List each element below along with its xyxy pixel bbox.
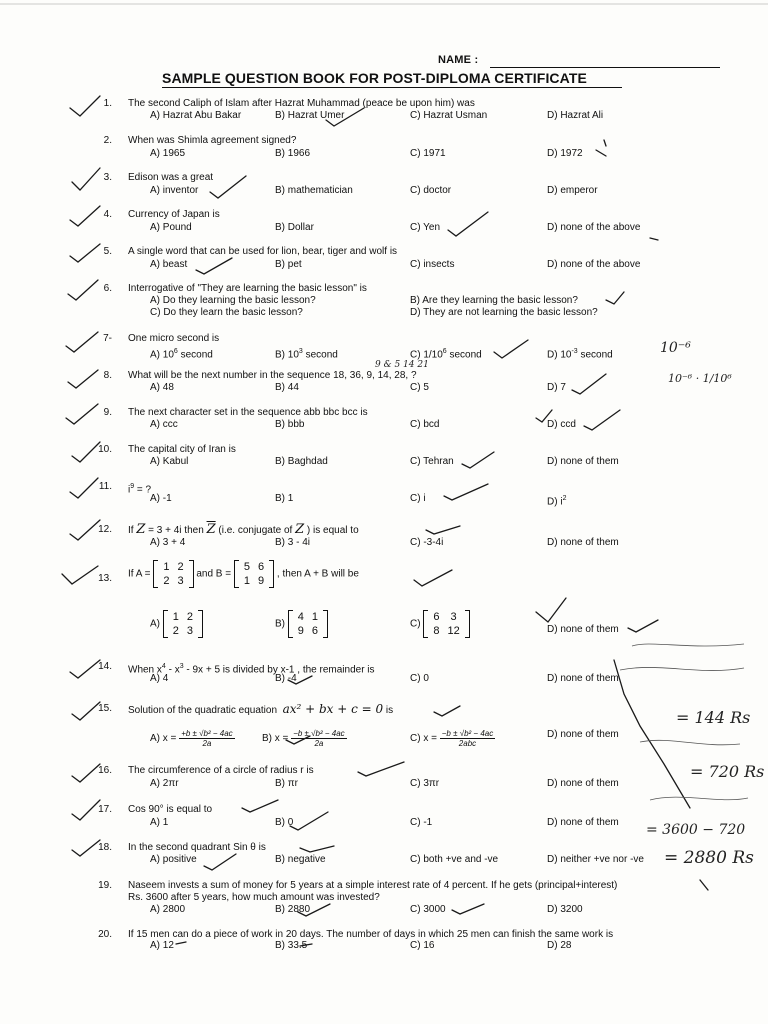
question-text: Edison was a great bbox=[128, 172, 214, 183]
calc-stroke bbox=[700, 880, 708, 890]
option-a[interactable]: A) -1 bbox=[150, 493, 172, 504]
option-c[interactable]: C) -3-4i bbox=[410, 537, 444, 548]
handwritten-micro-note: 10⁻⁶ bbox=[660, 340, 691, 356]
option-c[interactable]: C) -1 bbox=[410, 817, 433, 828]
answer-tick-13c bbox=[628, 620, 658, 632]
option-c[interactable]: C) 16 bbox=[410, 940, 435, 951]
option-b[interactable]: B) 4 1 9 6 bbox=[275, 610, 328, 638]
handwritten-calc-1: = 144 Rs bbox=[676, 708, 751, 727]
option-d[interactable]: D) none of them bbox=[547, 729, 619, 740]
question-text: If A = 1 2 2 3 and B = 5 6 1 9 , then A + B will be bbox=[128, 561, 359, 587]
option-d[interactable]: D) none of them bbox=[547, 673, 619, 684]
option-a[interactable]: A) inventor bbox=[150, 185, 199, 196]
option-b[interactable]: B) Are they learning the basic lesson? bbox=[410, 295, 578, 306]
option-a[interactable]: A) 3 + 4 bbox=[150, 537, 186, 548]
question-number: 7- bbox=[103, 333, 112, 344]
question-text: When was Shimla agreement signed? bbox=[128, 135, 297, 146]
option-b[interactable]: B) 44 bbox=[275, 382, 299, 393]
scribble-2 bbox=[650, 238, 658, 240]
option-a[interactable]: A) 1 bbox=[150, 817, 169, 828]
calc-margin-line bbox=[614, 660, 690, 808]
option-c[interactable]: C) $1/10^6$ second bbox=[410, 348, 482, 361]
option-b[interactable]: B) 0 bbox=[275, 817, 294, 828]
question-text: If Z = 3 + 4i then $\overline{Z}$ (i.e. conjugate of Z ) is equal to bbox=[128, 522, 359, 537]
option-c[interactable]: C) Yen bbox=[410, 222, 441, 233]
handwritten-micro-note-2: 10⁻⁶ · 1/10⁶ bbox=[668, 372, 732, 385]
question-text: The circumference of a circle of radius r is bbox=[128, 765, 314, 776]
question-number: 15. bbox=[98, 703, 112, 714]
question-number: 6. bbox=[103, 283, 112, 294]
option-b[interactable]: B) 3 - 4i bbox=[275, 537, 311, 548]
matrix-b: 5 6 1 9 bbox=[234, 560, 274, 588]
question-text: Interrogative of "They are learning the basic lesson" is bbox=[128, 283, 367, 294]
option-a[interactable]: A) 1965 bbox=[150, 148, 186, 159]
question-number: 8. bbox=[103, 370, 112, 381]
option-a[interactable]: A) 4 bbox=[150, 673, 169, 684]
option-c[interactable]: C) i bbox=[410, 493, 426, 504]
question-text: Currency of Japan is bbox=[128, 209, 220, 220]
option-b[interactable]: B) 1966 bbox=[275, 148, 311, 159]
option-b[interactable]: B) Baghdad bbox=[275, 456, 328, 467]
option-b[interactable]: B) pet bbox=[275, 259, 302, 270]
answer-tick-19b bbox=[452, 904, 484, 914]
question-number: 9. bbox=[103, 407, 112, 418]
answer-tick-13b bbox=[536, 598, 566, 622]
option-a[interactable]: A) $10^6$ second bbox=[150, 348, 213, 361]
question-text: If 15 men can do a piece of work in 20 days. The number of days in which 25 men can finish the same work is bbox=[128, 929, 614, 940]
option-b[interactable]: B) Dollar bbox=[275, 222, 314, 233]
name-label: NAME : bbox=[438, 54, 479, 66]
question-number: 19. bbox=[98, 880, 112, 891]
option-a[interactable]: A) 48 bbox=[150, 382, 174, 393]
option-b[interactable]: B) $10^3$ second bbox=[275, 348, 338, 361]
question-text: The capital city of Iran is bbox=[128, 444, 236, 455]
option-d[interactable]: D) 28 bbox=[547, 940, 572, 951]
option-a[interactable]: A) 2800 bbox=[150, 904, 186, 915]
question-number: 3. bbox=[103, 172, 112, 183]
option-c[interactable]: C) 6 3 8 12 bbox=[410, 610, 470, 638]
option-b[interactable]: B) mathematician bbox=[275, 185, 353, 196]
option-d[interactable]: D) none of them bbox=[547, 817, 619, 828]
answer-tick-18 bbox=[204, 854, 236, 870]
option-a[interactable]: A) ccc bbox=[150, 419, 178, 430]
option-a[interactable]: A) positive bbox=[150, 854, 197, 865]
option-b[interactable]: B) -4 bbox=[275, 673, 297, 684]
option-c[interactable]: C) both +ve and -ve bbox=[410, 854, 499, 865]
option-c[interactable]: C) bcd bbox=[410, 419, 440, 430]
option-a[interactable]: A) Hazrat Abu Bakar bbox=[150, 110, 242, 121]
option-a[interactable]: A) beast bbox=[150, 259, 188, 270]
option-b[interactable]: B) bbb bbox=[275, 419, 305, 430]
option-d[interactable]: D) none of the above bbox=[547, 222, 641, 233]
question-number: 2. bbox=[103, 135, 112, 146]
question-number: 16. bbox=[98, 765, 112, 776]
question-text: The second Caliph of Islam after Hazrat Muhammad (peace be upon him) was bbox=[128, 98, 475, 109]
question-number: 1. bbox=[103, 98, 112, 109]
question-number: 20. bbox=[98, 929, 112, 940]
question-text: In the second quadrant Sin θ is bbox=[128, 842, 266, 853]
handwritten-calc-3: = 3600 − 720 bbox=[646, 822, 746, 838]
option-d[interactable]: D) none of them bbox=[547, 456, 619, 467]
handwritten-calc-4: = 2880 Rs bbox=[664, 848, 754, 868]
question-number: 12. bbox=[98, 524, 112, 535]
question-number: 17. bbox=[98, 804, 112, 815]
handwritten-sequence-note: 9 & 5 14 21 bbox=[375, 360, 429, 370]
option-c[interactable]: C) 1971 bbox=[410, 148, 446, 159]
option-a[interactable]: A) Kabul bbox=[150, 456, 189, 467]
option-c[interactable]: C) insects bbox=[410, 259, 455, 270]
matrix-a: 1 2 2 3 bbox=[153, 560, 193, 588]
option-b[interactable]: B) 1 bbox=[275, 493, 294, 504]
option-c[interactable]: C) 0 bbox=[410, 673, 429, 684]
question-text: Solution of the quadratic equation ax² + bx + c = 0 is bbox=[128, 702, 394, 716]
question-text: When $x^4 - x^3 - 9x + 5$ is divided by x-1 , the remainder is bbox=[128, 663, 375, 676]
page-title: SAMPLE QUESTION BOOK FOR POST-DIPLOMA CERTIFICATE bbox=[162, 70, 587, 86]
title-underline bbox=[162, 87, 622, 88]
option-d[interactable]: D) none of them bbox=[547, 537, 619, 548]
question-text: A single word that can be used for lion, bear, tiger and wolf is bbox=[128, 246, 398, 257]
option-b[interactable]: B) x = $\frac{\text{−b ± √b² − 4ac}}{2a}$ bbox=[262, 729, 345, 748]
question-text: Cos 90° is equal to bbox=[128, 804, 213, 815]
question-text: One micro second is bbox=[128, 333, 220, 344]
option-d[interactable]: D) Hazrat Ali bbox=[547, 110, 604, 121]
name-field-line[interactable] bbox=[490, 67, 720, 68]
option-d[interactable]: D) They are not learning the basic lesson? bbox=[410, 307, 598, 318]
question-text: $i^9$ = ? bbox=[128, 483, 152, 496]
question-text: What will be the next number in the sequence 18, 36, 9, 14, 28, ? bbox=[128, 370, 417, 381]
question-number: 11. bbox=[98, 481, 112, 492]
option-d[interactable]: D) 3200 bbox=[547, 904, 583, 915]
option-a[interactable]: A) 1 2 2 3 bbox=[150, 610, 203, 638]
question-number: 10. bbox=[98, 444, 112, 455]
option-d[interactable]: D) emperor bbox=[547, 185, 598, 196]
option-b[interactable]: B) πr bbox=[275, 778, 299, 789]
option-a[interactable]: A) Pound bbox=[150, 222, 192, 233]
question-number: 4. bbox=[103, 209, 112, 220]
option-c[interactable]: C) 5 bbox=[410, 382, 429, 393]
option-d[interactable]: D) ccd bbox=[547, 419, 576, 430]
option-c[interactable]: C) doctor bbox=[410, 185, 452, 196]
option-d[interactable]: D) neither +ve nor -ve bbox=[547, 854, 644, 865]
question-number: 5. bbox=[103, 246, 112, 257]
option-a[interactable]: A) 12 bbox=[150, 940, 174, 951]
option-d[interactable]: D) 7 bbox=[547, 382, 566, 393]
answer-tick-5 bbox=[196, 258, 232, 274]
option-b[interactable]: B) 2880 bbox=[275, 904, 311, 915]
option-a[interactable]: A) Do they learning the basic lesson? bbox=[150, 295, 316, 306]
question-number: 18. bbox=[98, 842, 112, 853]
option-c[interactable]: C) 3000 bbox=[410, 904, 446, 915]
option-c[interactable]: C) 3πr bbox=[410, 778, 440, 789]
option-c[interactable]: C) Hazrat Usman bbox=[410, 110, 488, 121]
question-text-line2: Rs. 3600 after 5 years, how much amount was invested? bbox=[128, 892, 380, 903]
answer-tick-20 bbox=[176, 942, 186, 944]
option-b[interactable]: B) Hazrat Umer bbox=[275, 110, 345, 121]
option-d[interactable]: D) 1972 bbox=[547, 148, 583, 159]
option-c[interactable]: C) Tehran bbox=[410, 456, 454, 467]
option-a[interactable]: A) x = $\frac{\text{+b ± √b² − 4ac}}{2a}$ bbox=[150, 729, 233, 748]
question-text: The next character set in the sequence abb bbc bcc is bbox=[128, 407, 368, 418]
question-text: Naseem invests a sum of money for 5 years at a simple interest rate of 4 percent. If he gets (principal+interest) bbox=[128, 880, 618, 891]
option-d[interactable]: D) $10^{-3}$ second bbox=[547, 348, 613, 361]
option-c[interactable]: C) Do they learn the basic lesson? bbox=[150, 307, 303, 318]
question-number: 14. bbox=[98, 661, 112, 672]
option-b[interactable]: B) negative bbox=[275, 854, 326, 865]
question-number: 13. bbox=[98, 573, 112, 584]
option-c[interactable]: C) x = $\frac{\text{−b ± √b² − 4ac}}{\text{2abc}}$ bbox=[410, 729, 494, 748]
option-d[interactable]: D) none of them bbox=[547, 778, 619, 789]
handwritten-calc-2: = 720 Rs bbox=[690, 762, 765, 781]
option-d[interactable]: D) none of them bbox=[547, 624, 619, 635]
option-b[interactable]: B) 33.5 bbox=[275, 940, 308, 951]
option-d[interactable]: D) none of the above bbox=[547, 259, 641, 270]
option-d[interactable]: D) $i^2$ bbox=[547, 495, 567, 508]
option-a[interactable]: A) 2πr bbox=[150, 778, 179, 789]
